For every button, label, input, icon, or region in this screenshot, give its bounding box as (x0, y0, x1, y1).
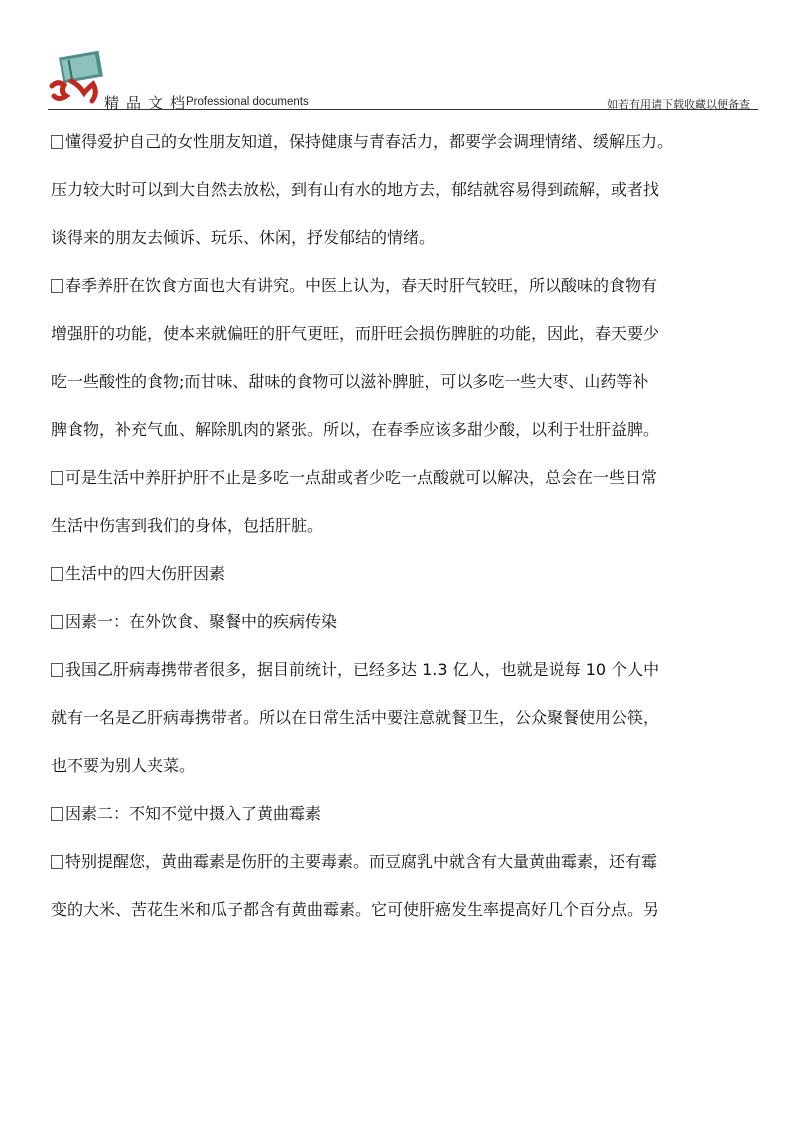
bullet-box-icon (51, 471, 63, 485)
text-line: 增强肝的功能，使本来就偏旺的肝气更旺，而肝旺会损伤脾脏的功能，因此，春天要少 (51, 324, 660, 343)
header-divider (48, 109, 758, 110)
text-line: 因素二：不知不觉中摄入了黄曲霉素 (51, 790, 781, 838)
subsection-heading (51, 790, 781, 838)
page-header (48, 50, 768, 112)
text-line: 变的大米、苦花生米和瓜子都含有黄曲霉素。它可使肝癌发生率提高好几个百分点。另 (51, 900, 660, 919)
section-heading (51, 550, 781, 598)
text-line: 生活中的四大伤肝因素 (51, 550, 781, 598)
paragraph (51, 838, 781, 934)
text-line: 脾食物，补充气血、解除肌肉的紧张。所以，在春季应该多甜少酸，以利于壮肝益脾。 (51, 420, 660, 439)
text-line: 谈得来的朋友去倾诉、玩乐、休闲，抒发郁结的情绪。 (51, 228, 436, 247)
bullet-box-icon (51, 567, 63, 581)
text-line: 懂得爱护自己的女性朋友知道，保持健康与青春活力，都要学会调理情绪、缓解压力。 (51, 118, 781, 166)
text-line: 就有一名是乙肝病毒携带者。所以在日常生活中要注意就餐卫生，公众聚餐使用公筷， (51, 708, 660, 727)
text-line: 因素一：在外饮食、聚餐中的疾病传染 (51, 598, 781, 646)
paragraph (51, 646, 781, 790)
paragraph (51, 454, 781, 550)
brand-title: 精品文档 (104, 94, 193, 112)
bullet-box-icon (51, 615, 63, 629)
bullet-box-icon (51, 279, 63, 293)
download-note: 如若有用请下载收藏以便备查 (607, 98, 750, 111)
text-line: 生活中伤害到我们的身体，包括肝脏。 (51, 516, 324, 535)
brand-subtitle: Professional documents (186, 96, 309, 108)
text-line: 吃一些酸性的食物;而甘味、甜味的食物可以滋补脾脏，可以多吃一些大枣、山药等补 (51, 372, 649, 391)
bullet-box-icon (51, 855, 63, 869)
subsection-heading (51, 598, 781, 646)
paragraph (51, 118, 781, 262)
text-line: 我国乙肝病毒携带者很多，据目前统计，已经多达 1.3 亿人，也就是说每 10 个人中 (51, 646, 781, 694)
text-line: 可是生活中养肝护肝不止是多吃一点甜或者少吃一点酸就可以解决，总会在一些日常 (51, 454, 781, 502)
document-body (51, 118, 781, 934)
text-line: 压力较大时可以到大自然去放松，到有山有水的地方去，郁结就容易得到疏解，或者找 (51, 180, 660, 199)
text-line: 特别提醒您，黄曲霉素是伤肝的主要毒素。而豆腐乳中就含有大量黄曲霉素，还有霉 (51, 838, 781, 886)
bullet-box-icon (51, 663, 63, 677)
text-line: 春季养肝在饮食方面也大有讲究。中医上认为，春天时肝气较旺，所以酸味的食物有 (51, 262, 781, 310)
book-logo-icon (48, 50, 106, 106)
text-line: 也不要为别人夹菜。 (51, 756, 196, 775)
paragraph (51, 262, 781, 454)
bullet-box-icon (51, 807, 63, 821)
bullet-box-icon (51, 135, 63, 149)
